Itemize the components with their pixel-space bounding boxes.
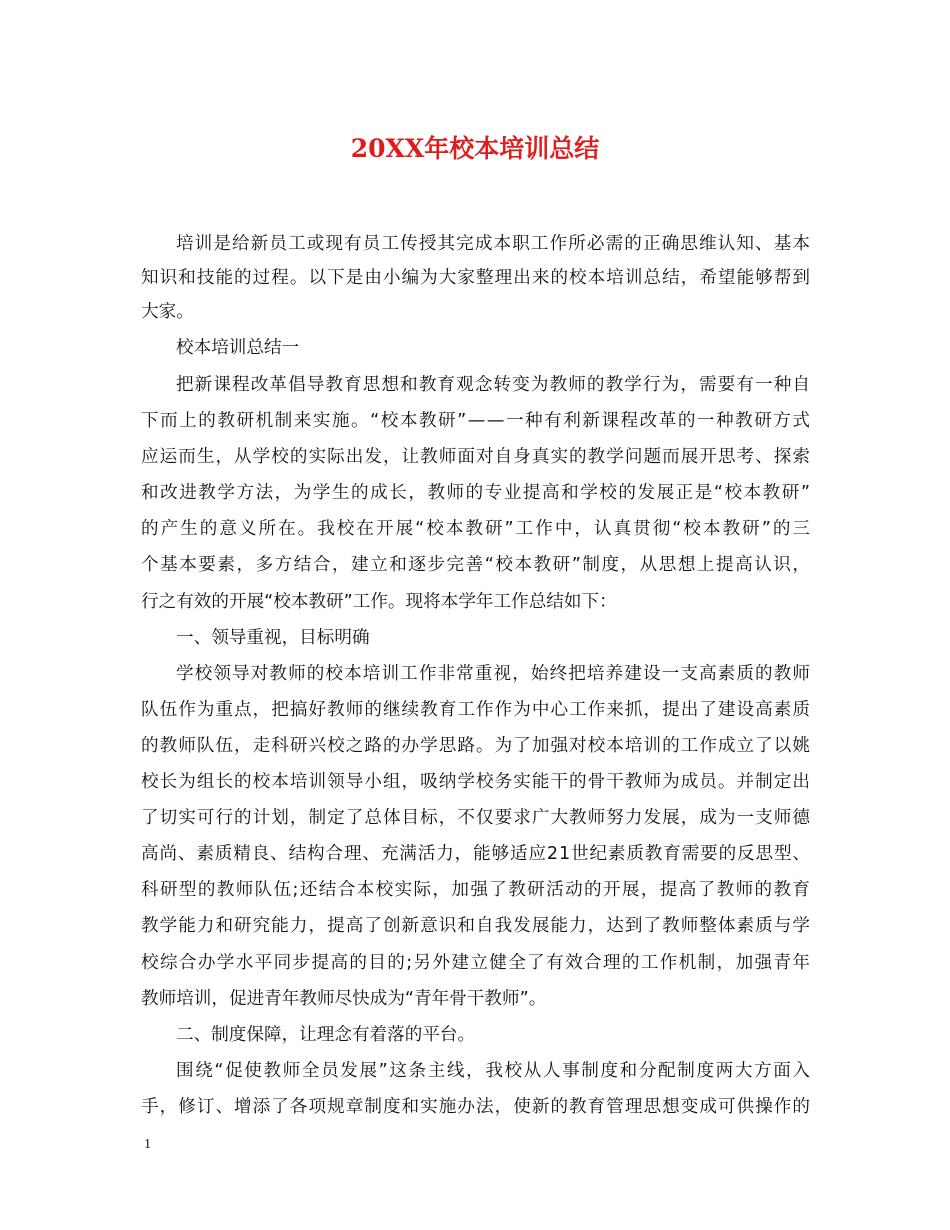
text-line: 个基本要素，多方结合，建立和逐步完善“校本教研”制度，从思想上提高认识， <box>141 555 812 575</box>
text-line: 校本培训总结一 <box>176 338 300 358</box>
text-line: 把新课程改革倡导教育思想和教育观念转变为教师的教学行为，需要有一种自 <box>176 375 812 395</box>
text-line: 校长为组长的校本培训领导小组，吸纳学校务实能干的骨干教师为成员。并制定出 <box>141 772 811 792</box>
text-line: 教师培训，促进青年教师尽快成为“青年骨干教师”。 <box>141 989 547 1009</box>
document-title: 20XX年校本培训总结 <box>350 134 600 163</box>
text-line: 二、制度保障，让理念有着落的平台。 <box>176 1025 476 1045</box>
text-line: 学校领导对教师的校本培训工作非常重视，始终把培养建设一支高素质的教师 <box>176 664 812 684</box>
text-line: 校综合办学水平同步提高的目的;另外建立健全了有效合理的工作机制，加强青年 <box>141 953 812 973</box>
page-number: 1 <box>144 1137 151 1152</box>
text-line: 教学能力和研究能力，提高了创新意识和自我发展能力，达到了教师整体素质与学 <box>141 916 811 936</box>
text-line: 下而上的教研机制来实施。“校本教研”——一种有利新课程改革的一种教研方式 <box>141 411 812 431</box>
text-line: 围绕“促使教师全员发展”这条主线，我校从人事制度和分配制度两大方面入 <box>176 1061 812 1081</box>
text-line: 知识和技能的过程。以下是由小编为大家整理出来的校本培训总结，希望能够帮到 <box>141 268 811 288</box>
text-line: 的产生的意义所在。我校在开展“校本教研”工作中，认真贯彻“校本教研”的三 <box>141 519 812 539</box>
text-line: 应运而生，从学校的实际出发，让教师面对自身真实的教学问题而展开思考、探索 <box>141 447 811 467</box>
text-line: 队伍作为重点，把搞好教师的继续教育工作作为中心工作来抓，提出了建设高素质 <box>141 700 811 720</box>
text-line: 的教师队伍，走科研兴校之路的办学思路。为了加强对校本培训的工作成立了以姚 <box>141 736 811 756</box>
text-line: 行之有效的开展“校本教研”工作。现将本学年工作总结如下： <box>141 592 617 612</box>
text-line: 培训是给新员工或现有员工传授其完成本职工作所必需的正确思维认知、基本 <box>176 234 812 254</box>
text-line: 和改进教学方法，为学生的成长，教师的专业提高和学校的发展正是“校本教研” <box>141 483 812 503</box>
text-line: 了切实可行的计划，制定了总体目标，不仅要求广大教师努力发展，成为一支师德 <box>141 808 811 828</box>
text-line: 一、领导重视，目标明确 <box>176 628 370 648</box>
text-line: 手，修订、增添了各项规章制度和实施办法，使新的教育管理思想变成可供操作的 <box>141 1097 811 1117</box>
text-line: 科研型的教师队伍;还结合本校实际，加强了教研活动的开展，提高了教师的教育 <box>141 880 812 900</box>
text-line: 高尚、素质精良、结构合理、充满活力，能够适应21世纪素质教育需要的反思型、 <box>141 844 811 864</box>
text-line: 大家。 <box>141 302 194 322</box>
